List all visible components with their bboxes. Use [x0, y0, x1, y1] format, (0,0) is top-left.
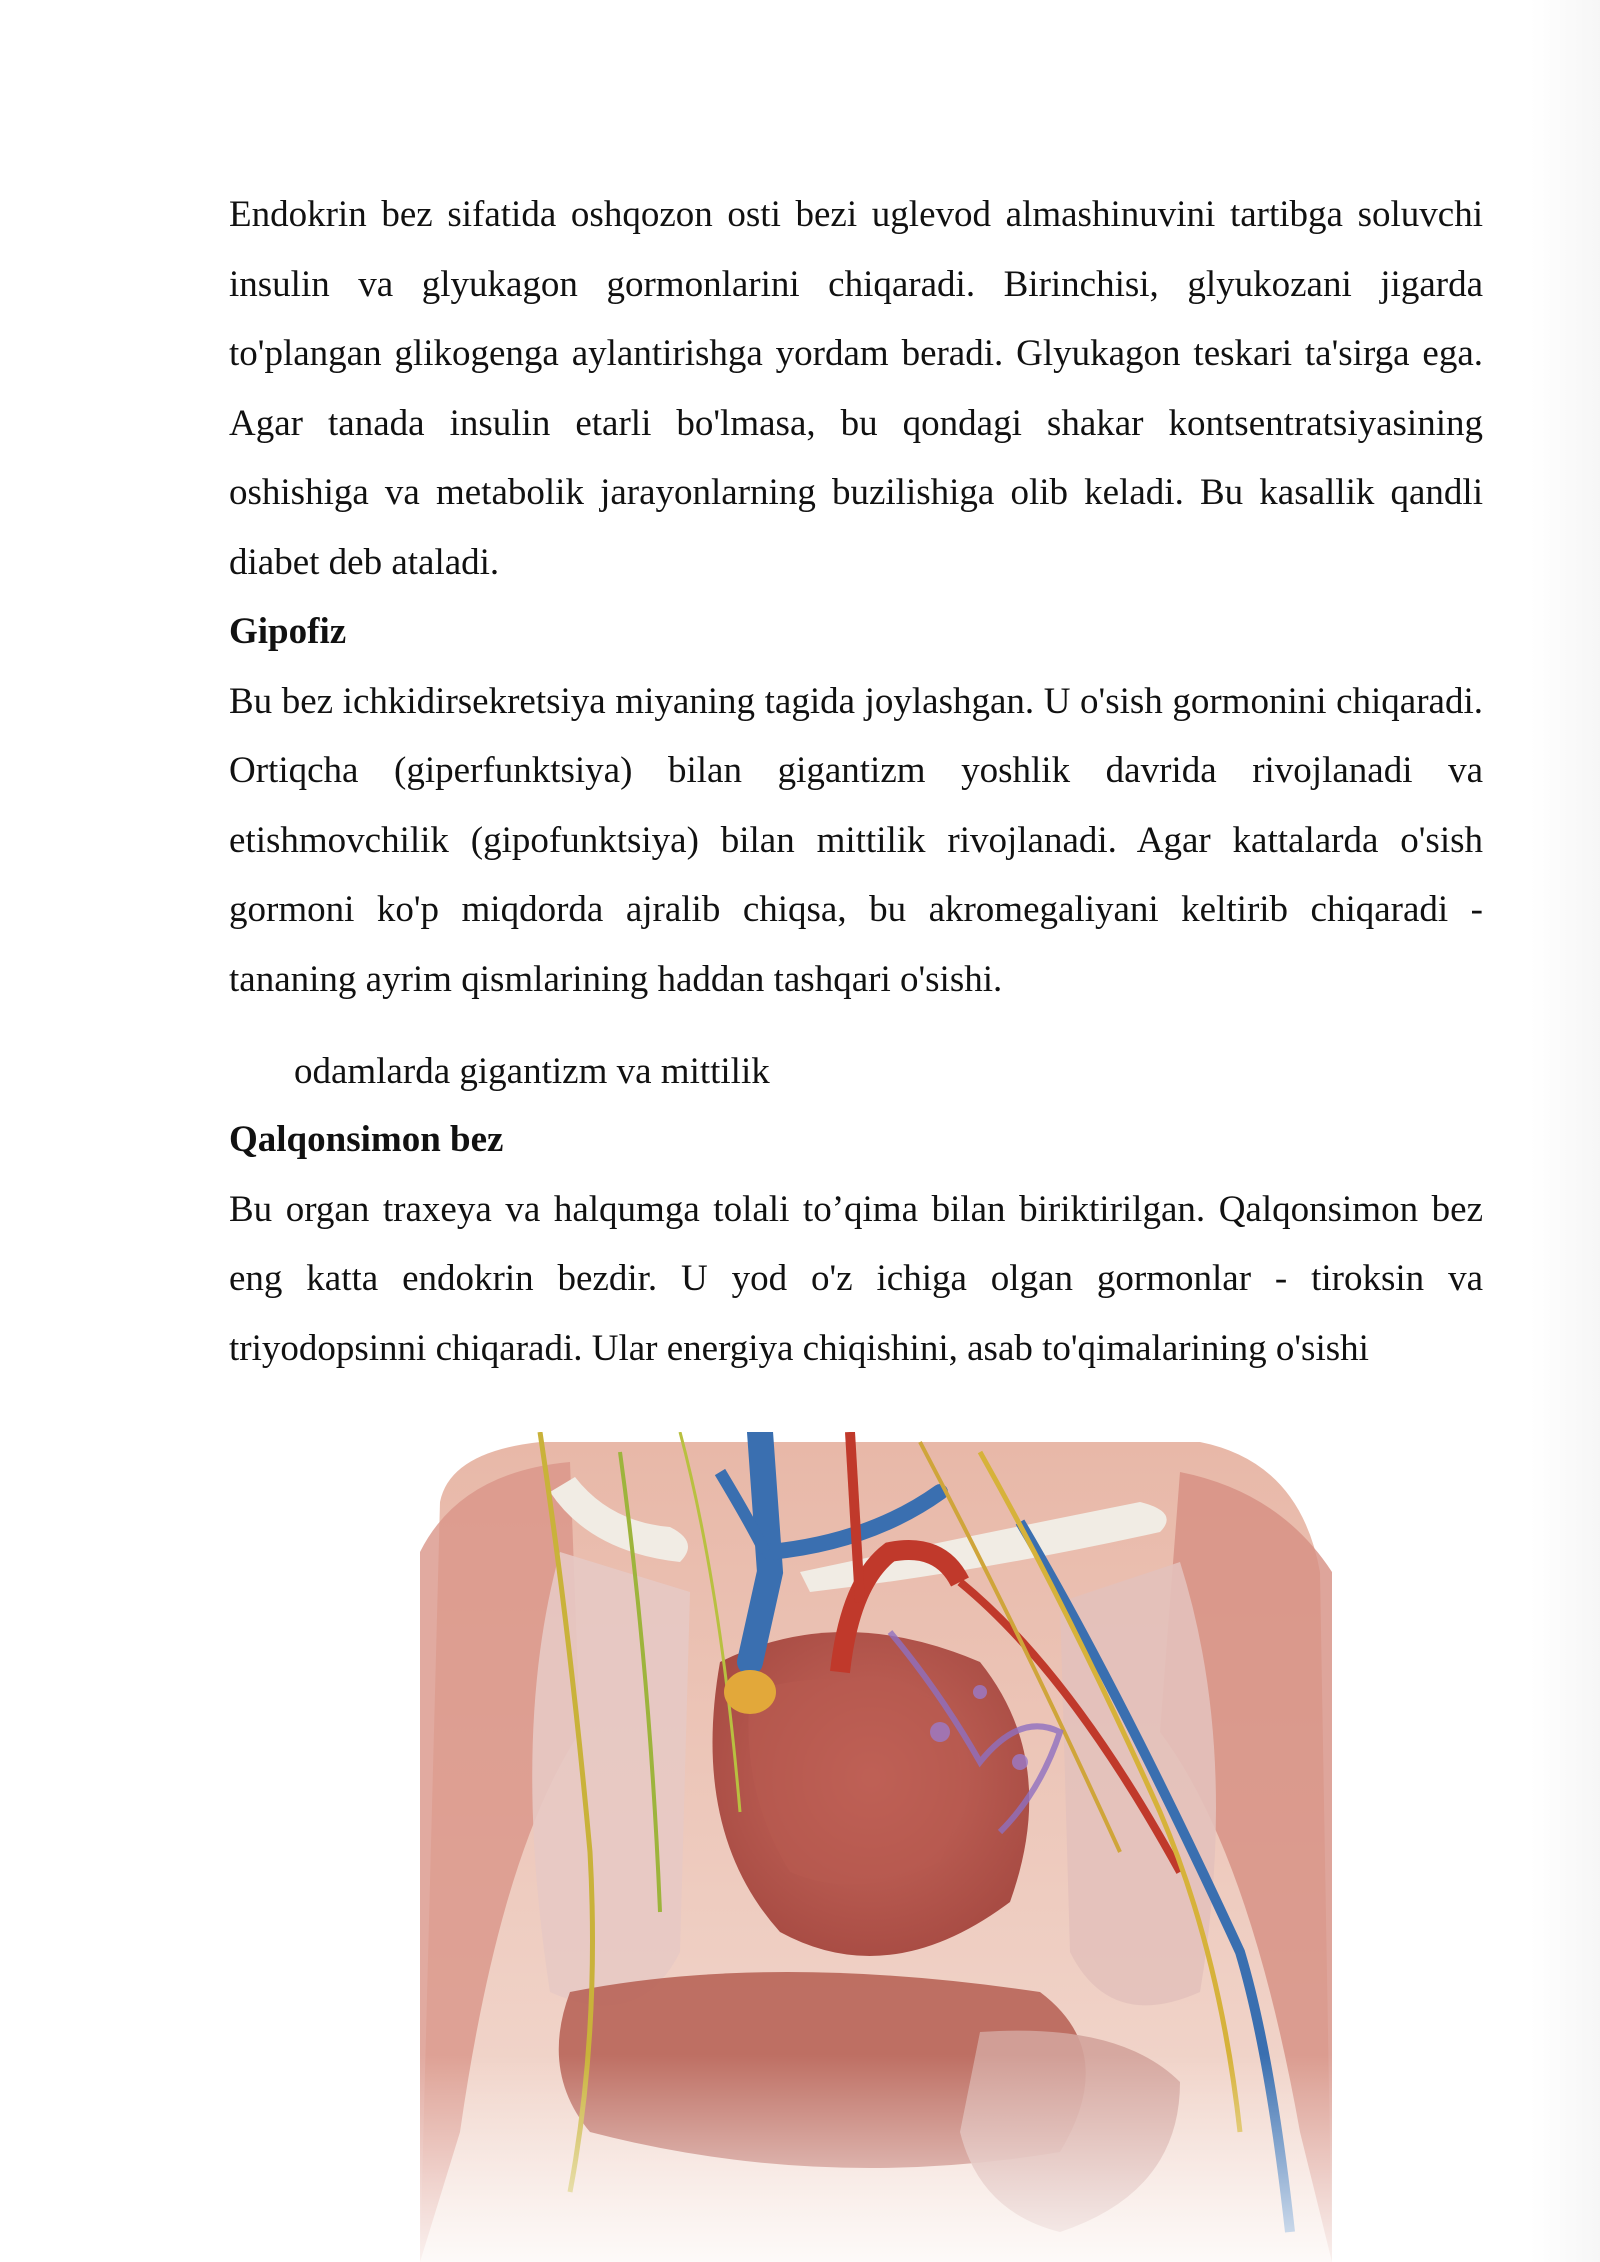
heading-gipofiz: Gipofiz: [229, 611, 347, 652]
paragraph-pancreas: Endokrin bez sifatida oshqozon osti bezi uglevod almashinuvini tartibga soluvchi insulin va glyukagon gormonlarini chiqaradi. Birinchisi, glyukozani jigarda to'plangan glikogenga aylantirishga yordam beradi. Glyukagon teskari ta'sirga ega. Agar tanada insulin etarli bo'lmasa, bu qondagi shakar kontsentratsiyasining oshishiga va metabolik jarayonlarning buzilishiga olib keladi. Bu kasallik qandli diabet deb ataladi.: [229, 194, 1483, 583]
image-caption: odamlarda gigantizm va mittilik: [294, 1051, 770, 1092]
paragraph-thyroid: Bu organ traxeya va halqumga tolali to’qima bilan biriktirilgan. Qalqonsimon bez eng katta endokrin bezdir. U yod o'z ichiga olgan gormonlar - tiroksin va triyodopsinni chiqaradi. Ular energiya chiqishini, asab to'qimalarining o'sishi: [229, 1188, 1483, 1369]
document-body: [229, 180, 1483, 1383]
page-edge-shadow: [1530, 0, 1600, 2262]
anatomy-illustration-icon: [420, 1432, 1332, 2262]
heading-qalqonsimon: Qalqonsimon bez: [229, 1119, 504, 1160]
paragraph-pituitary: Bu bez ichkidirsekretsiya miyaning tagida joylashgan. U o'sish gormonini chiqaradi. Ortiqcha (giperfunktsiya) bilan gigantizm yoshlik davrida rivojlanadi va etishmovchilik (gipofunktsiya) bilan mittilik rivojlanadi. Agar kattalarda o'sish gormoni ko'p miqdorda ajralib chiqsa, bu akromegaliyani keltirib chiqaradi - tananing ayrim qismlarining haddan tashqari o'sishi.: [229, 680, 1483, 1000]
